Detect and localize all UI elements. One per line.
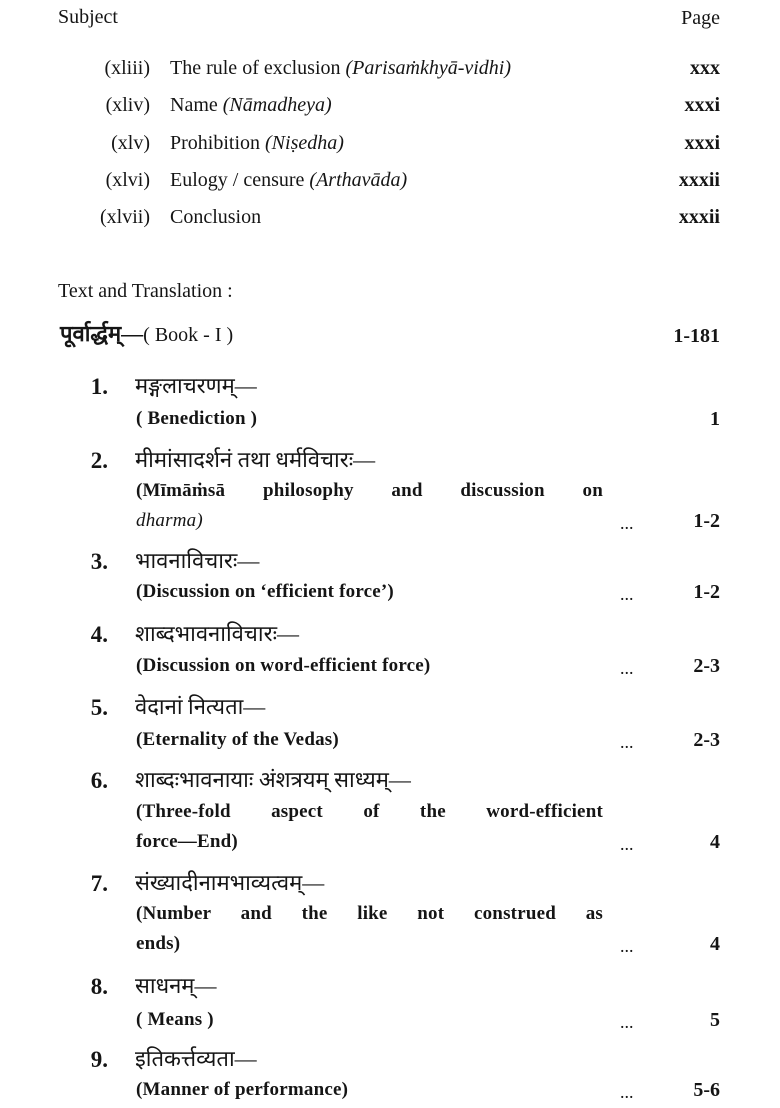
item-page: 2-3 [693,729,720,751]
item-sanskrit-title: इतिकर्त्तव्यता— [135,1046,257,1071]
item-number: 8. [90,974,108,999]
intro-item-title-text: Eulogy / censure [170,169,310,191]
item-page: 2-3 [693,655,720,677]
book-label: ( Book - I ) [143,324,234,346]
item-english-line: ends) [136,933,181,954]
item-page: 4 [710,831,720,853]
intro-item-number: (xlvi) [105,169,150,191]
intro-item-page: xxxi [684,132,720,154]
item-number: 6. [90,768,108,793]
intro-item-title-text: Conclusion [170,206,262,228]
item-english-line: (Manner of performance) [136,1079,349,1100]
intro-item-number: (xlv) [111,132,150,154]
item-english-line: (Eternality of the Vedas) [136,729,339,750]
book-pages: 1-181 [673,325,720,347]
leader-dots: ... [620,834,634,854]
leader-dots: ... [620,584,634,604]
item-page: 1-2 [693,581,720,603]
item-number: 3. [90,549,108,574]
item-english-line: (Discussion on ‘efficient force’) [136,581,394,602]
item-english-line: (Mīmāṁsā philosophy and discussion on [136,480,603,501]
intro-item-number: (xliii) [104,57,150,79]
section-heading: Text and Translation : [58,280,233,302]
intro-item-title-text: The rule of exclusion [170,57,346,79]
item-english-line: (Three-fold aspect of the word-efficient [136,801,603,822]
item-english-line: ( Benediction ) [136,408,258,429]
intro-item-title-text: Prohibition [170,132,266,154]
item-number: 2. [90,448,108,473]
intro-item-term: (Niṣedha) [265,132,344,154]
item-sanskrit-title: संख्यादीनामभाव्यत्वम्— [135,870,325,895]
intro-item-page: xxxii [678,206,720,228]
intro-item-term: (Parisaṁkhyā-vidhi) [345,57,512,79]
intro-item-number: (xlvii) [100,206,150,228]
intro-item-title [170,168,407,192]
item-page: 4 [710,933,720,955]
intro-item-number: (xliv) [105,94,150,116]
item-sanskrit-title: भावनाविचारः— [135,548,260,573]
item-page: 1 [710,408,720,430]
page-header: Page [681,7,720,29]
item-page: 5 [710,1009,720,1031]
intro-item-term: (Nāmadheya) [222,94,332,116]
intro-item-title [170,56,511,80]
leader-dots: ... [620,513,634,533]
item-english-line: (Number and the like not construed as [136,903,603,924]
leader-dots: ... [620,936,634,956]
leader-dots: ... [620,732,634,752]
item-english-line: (Discussion on word-efficient force) [136,655,431,676]
item-sanskrit-title: शाब्दःभावनायाः अंशत्रयम् साध्यम्— [135,767,411,792]
item-english-line: dharma) [136,510,203,531]
item-number: 5. [90,695,108,720]
item-sanskrit-title: मङ्गलाचरणम्— [135,373,257,398]
leader-dots: ... [620,1082,634,1102]
leader-dots: ... [620,1012,634,1032]
intro-item-term: (Arthavāda) [309,169,408,191]
item-english-line: ( Means ) [136,1009,214,1030]
leader-dots: ... [620,658,634,678]
item-number: 9. [90,1047,108,1072]
item-number: 4. [90,622,108,647]
item-sanskrit-title: साधनम्— [135,973,217,998]
subject-header: Subject [58,6,118,28]
intro-item-title [170,93,332,117]
item-sanskrit-title: वेदानां नित्यता— [135,694,266,719]
item-page: 5-6 [693,1079,720,1101]
book-sanskrit: पूर्वार्द्धम्— [60,321,144,346]
item-english-line: force—End) [136,831,238,852]
book-heading [60,322,233,347]
intro-item-page: xxxii [678,169,720,191]
intro-item-page: xxx [690,57,720,79]
intro-item-title [170,131,344,155]
item-number: 1. [90,374,108,399]
intro-item-page: xxxi [684,94,720,116]
intro-item-title-text: Name [170,94,223,116]
item-page: 1-2 [693,510,720,532]
item-number: 7. [90,871,108,896]
item-sanskrit-title: शाब्दभावनाविचारः— [135,621,300,646]
item-sanskrit-title: मीमांसादर्शनं तथा धर्मविचारः— [135,447,376,472]
intro-item-title [170,205,261,229]
